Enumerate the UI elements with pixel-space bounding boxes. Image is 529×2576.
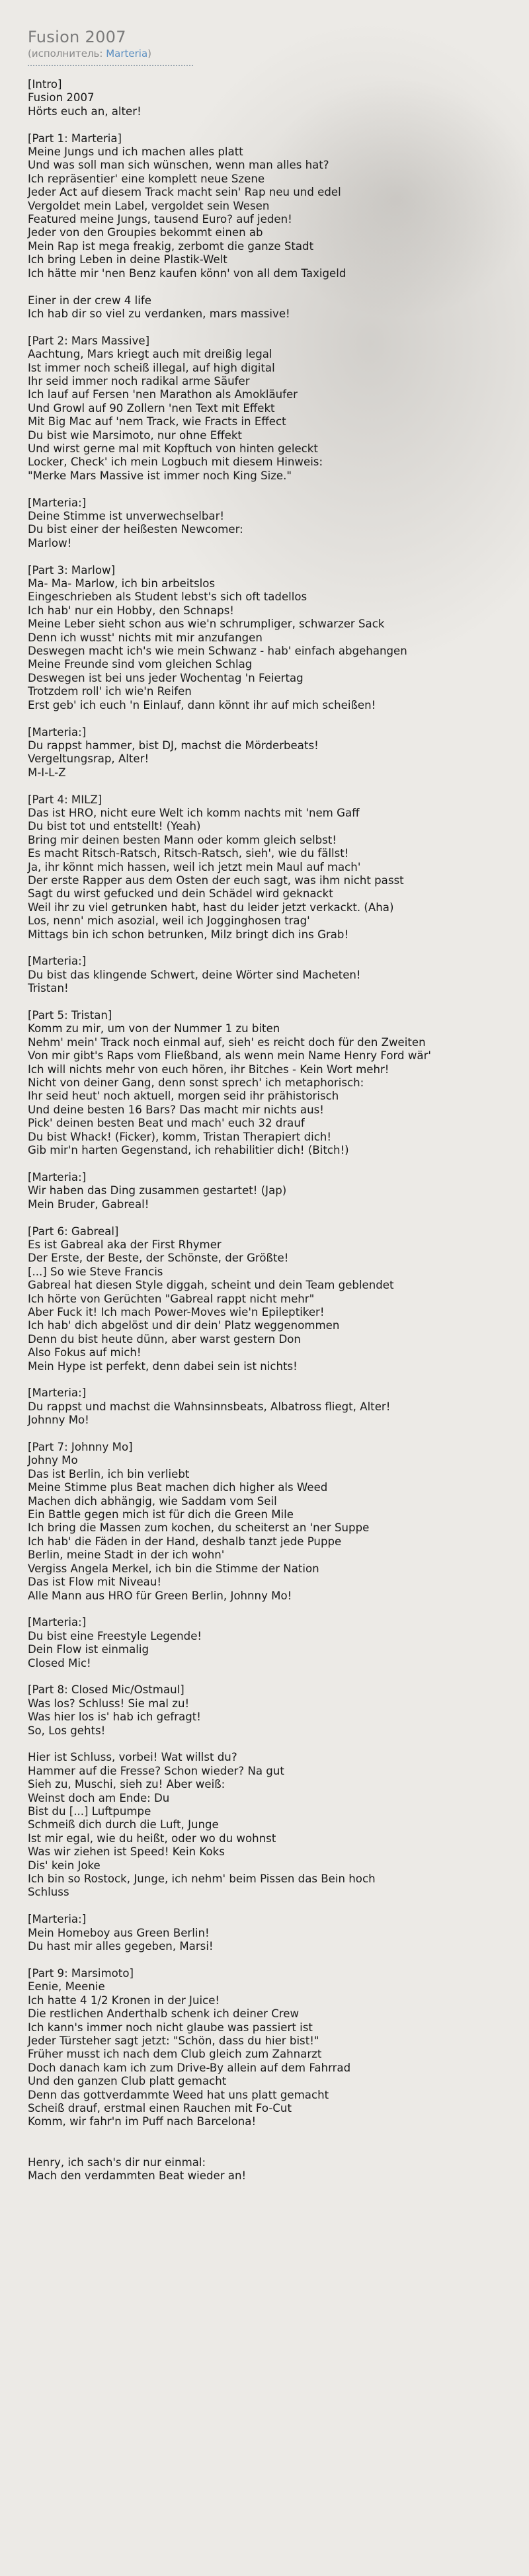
performer-line	[28, 48, 193, 66]
performer-link[interactable]: Marteria	[106, 48, 148, 60]
performer-suffix: )	[147, 48, 151, 60]
performer-prefix: (исполнитель:	[28, 48, 106, 60]
song-title: Fusion 2007	[28, 28, 126, 46]
lyrics-text: [Intro] Fusion 2007 Hörts euch an, alter! [Part 1: Marteria] Meine Jungs und ich machen alles platt Und was soll man sich wünschen, wenn man alles hat? Ich repräsentier' eine komplett neue Szene Jeder Act auf diesem Track macht sein' Rap neu und edel Vergoldet mein Label, vergoldet sein Wesen Featured meine Jungs, tausend Euro? auf jeden! Jeder von den Groupies bekommt einen ab Mein Rap ist mega freakig, zerbomt die ganze Stadt Ich bring Leben in deine Plastik-Welt Ich hätte mir 'nen Benz kaufen könn' von all dem Taxigeld Einer in der crew 4 life Ich hab dir so viel zu verdanken, mars massive! [Part 2: Mars Massive] Aachtung, Mars kriegt auch mit dreißig legal Ist immer noch scheiß illegal, auf high digital Ihr seid immer noch radikal arme Säufer Ich lauf auf Fersen 'nen Marathon als Amokläufer Und Growl auf 90 Zollern 'nen Text mit Effekt Mit Big Mac auf 'nem Track, wie Fracts in Effect Du bist wie Marsimoto, nur ohne Effekt Und wirst gerne mal mit Kopftuch von hinten geleckt Locker, Check' ich mein Logbuch mit diesem Hinweis: "Merke Mars Massive ist immer noch King Size." [Marteria:] Deine Stimme ist unverwechselbar! Du bist einer der heißesten Newcomer: Marlow! [Part 3: Marlow] Ma- Ma- Marlow, ich bin arbeitslos Eingeschrieben als Student lebst's sich oft tadellos Ich hab' nur ein Hobby, den Schnaps! Meine Leber sieht schon aus wie'n schrumpliger, schwarzer Sack Denn ich wusst' nichts mit mir anzufangen Deswegen macht ich's wie mein Schwanz - hab' einfach abgehangen Meine Freunde sind vom gleichen Schlag Deswegen ist bei uns jeder Wochentag 'n Feiertag Trotzdem roll' ich wie'n Reifen Erst geb' ich euch 'n Einlauf, dann könnt ihr auf mich scheißen! [Marteria:] Du rappst hammer, bist DJ, machst die Mörderbeats! Vergeltungsrap, Alter! M-I-L-Z [Part 4: MILZ] Das ist HRO, nicht eure Welt ich komm nachts mit 'nem Gaff Du bist tot und entstellt! (Yeah) Bring mir deinen besten Mann oder komm gleich selbst! Es macht Ritsch-Ratsch, Ritsch-Ratsch, sieh', wie du fällst! Ja, ihr könnt mich hassen, weil ich jetzt mein Maul auf mach' Der erste Rapper aus dem Osten der euch sagt, was ihm nicht passt Sagt du wirst gefucked und dein Schädel wird geknackt Weil ihr zu viel getrunken habt, hast du leider jetzt verkackt. (Aha) Los, nenn' mich asozial, weil ich Jogginghosen trag' Mittags bin ich schon betrunken, Milz bringt dich ins Grab! [Marteria:] Du bist das klingende Schwert, deine Wörter sind Macheten! Tristan! [Part 5: Tristan] Komm zu mir, um von der Nummer 1 zu biten Nehm' mein' Track noch einmal auf, sieh' es reicht doch für den Zweiten Von mir gibt's Raps vom Fließband, als wenn mein Name Henry Ford wär' Ich will nichts mehr von euch hören, ihr Bitches - Kein Wort mehr! Nicht von deiner Gang, denn sonst sprech' ich metaphorisch: Ihr seid heut' noch aktuell, morgen seid ihr prähistorisch Und deine besten 16 Bars? Das macht mir nichts aus! Pick' deinen besten Beat und mach' euch 32 drauf Du bist Whack! (Ficker), komm, Tristan Therapiert dich! Gib mir'n harten Gegenstand, ich rehabilitier dich! (Bitch!) [Marteria:] Wir haben das Ding zusammen gestartet! (Jap) Mein Bruder, Gabreal! [Part 6: Gabreal] Es ist Gabreal aka der First Rhymer Der Erste, der Beste, der Schönste, der Größte! [...] So wie Steve Francis Gabreal hat diesen Style diggah, scheint und dein Team geblendet Ich hörte von Gerüchten "Gabreal rappt nicht mehr" Aber Fuck it! Ich mach Power-Moves wie'n Epileptiker! Ich hab' dich abgelöst und dir dein' Platz weggenommen Denn du bist heute dünn, aber warst gestern Don Also Fokus auf mich! Mein Hype ist perfekt, denn dabei sein ist nichts! [Marteria:] Du rappst und machst die Wahnsinnsbeats, Albatross fliegt, Alter! Johnny Mo! [Part 7: Johnny Mo] Johny Mo Das ist Berlin, ich bin verliebt Meine Stimme plus Beat machen dich higher als Weed Machen dich abhängig, wie Saddam vom Seil Ein Battle gegen mich ist für dich die Green Mile Ich bring die Massen zum kochen, du scheiterst an 'ner Suppe Ich hab' die Fäden in der Hand, deshalb tanzt jede Puppe Berlin, meine Stadt in der ich wohn' Vergiss Angela Merkel, ich bin die Stimme der Nation Das ist Flow mit Niveau! Alle Mann aus HRO für Green Berlin, Johnny Mo! [Marteria:] Du bist eine Freestyle Legende! Dein Flow ist einmalig Closed Mic! [Part 8: Closed Mic/Ostmaul] Was los? Schluss! Sie mal zu! Was hier los is' hab ich gefragt! So, Los gehts! Hier ist Schluss, vorbei! Wat willst du? Hammer auf die Fresse? Schon wieder? Na gut Sieh zu, Muschi, sieh zu! Aber weiß: Weinst doch am Ende: Du Bist du [...] Luftpumpe Schmeiß dich durch die Luft, Junge Ist mir egal, wie du heißt, oder wo du wohnst Was wir ziehen ist Speed! Kein Koks Dis' kein Joke Ich bin so Rostock, Junge, ich nehm' beim Pissen das Bein hoch Schluss [Marteria:] Mein Homeboy aus Green Berlin! Du hast mir alles gegeben, Marsi! [Part 9: Marsimoto] Eenie, Meenie Ich hatte 4 1/2 Kronen in der Juice! Die restlichen Anderthalb schenk ich deiner Crew Ich kann's immer noch nicht glaube was passiert ist Jeder Türsteher sagt jetzt: "Schön, dass du hier bist!" Früher musst ich nach dem Club gleich zum Zahnarzt Doch danach kam ich zum Drive-By allein auf dem Fahrrad Und den ganzen Club platt gemacht Denn das gottverdammte Weed hat uns platt gemacht Scheiß drauf, erstmal einen Rauchen mit Fo-Cut Komm, wir fahr'n im Puff nach Barcelona! Henry, ich sach's dir nur einmal: Mach den verdammten Beat wieder an!	[28, 78, 431, 2182]
